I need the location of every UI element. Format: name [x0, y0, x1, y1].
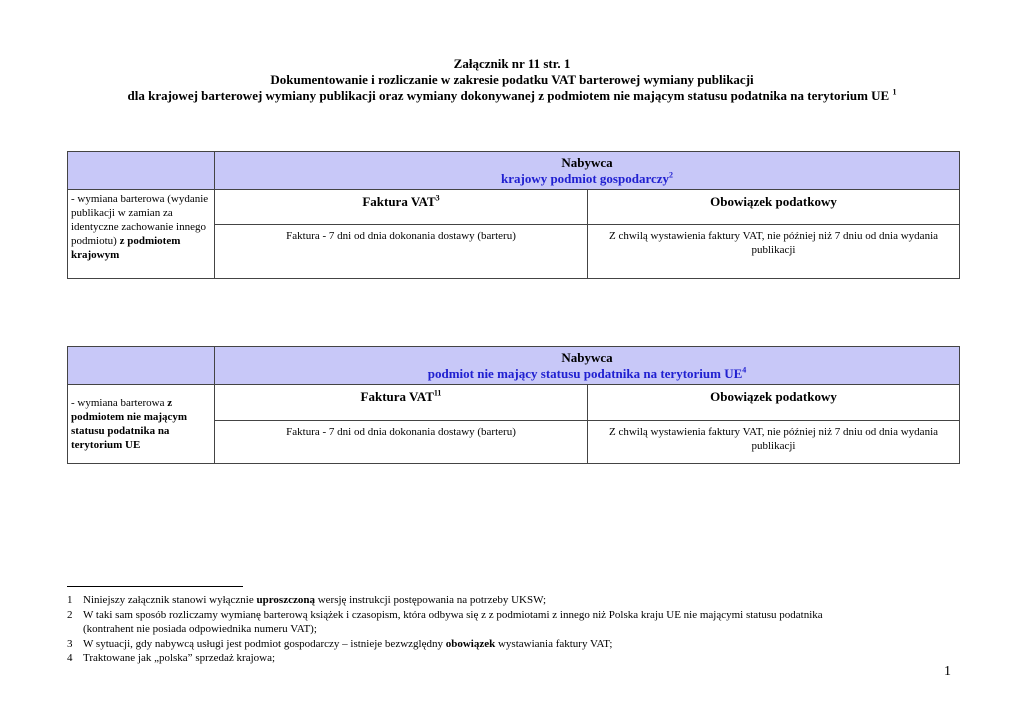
cell-invoice: Faktura - 7 dni od dnia dokonania dostawy (barteru)	[215, 421, 588, 464]
table-domestic	[67, 151, 960, 279]
footnote-ref: 2	[669, 170, 674, 180]
document-title	[0, 56, 1024, 104]
buyer-header	[215, 347, 960, 385]
buyer-type: podmiot nie mający statusu podatnika na terytorium $UE^4$	[427, 365, 747, 381]
footnote-separator	[67, 586, 243, 587]
footnotes	[67, 593, 967, 666]
col-header-invoice: Faktura VAT$^{11}$	[215, 385, 588, 421]
footnote-4: 4 Traktowane jak „polska” sprzedaż krajowa;	[67, 652, 276, 665]
table-non-taxpayer	[67, 346, 960, 464]
title-line-3: dla krajowej barterowej wymiany publikacji oraz wymiany dokonywanej z podmiotem nie mającym statusu podatnika na terytorium UE $^1$	[127, 87, 897, 103]
buyer-header	[215, 152, 960, 190]
buyer-type: krajowy podmiot gospodarczy$^2$	[500, 170, 674, 186]
buyer-label: Nabywca	[561, 350, 613, 365]
title-line-2: Dokumentowanie i rozliczanie w zakresie podatku VAT barterowej wymiany publikacji	[270, 72, 754, 87]
col-header-invoice: Faktura VAT$^3$	[215, 190, 588, 225]
cell-tax-obligation: Z chwilą wystawienia faktury VAT, nie później niż 7 dniu od dnia wydania publikacji	[588, 225, 960, 279]
cell-tax-obligation: Z chwilą wystawienia faktury VAT, nie później niż 7 dniu od dnia wydania publikacji	[588, 421, 960, 464]
table-corner-cell	[68, 152, 215, 190]
col-header-tax-obligation: Obowiązek podatkowy	[588, 385, 960, 421]
page-number: 1	[944, 664, 951, 679]
col-header-tax-obligation: Obowiązek podatkowy	[588, 190, 960, 225]
footnote-ref: 4	[742, 365, 747, 375]
buyer-label: Nabywca	[561, 155, 613, 170]
footnote-2: 2 W taki sam sposób rozliczamy wymianę barterową książek i czasopism, która odbywa się z z podmiotami z innego niż Polska kraju UE nie mającymi statusu podatnika (kontrahent nie posiada odpowiednika numeru VAT);	[67, 608, 823, 636]
footnote-1: 1 Niniejszy załącznik stanowi wyłącznie uproszczoną wersję instrukcji postępowania na potrzeby UKSW;	[67, 594, 547, 606]
row-label: - wymiana barterowa z podmiotem nie mającym statusu podatnika na terytorium UE	[68, 385, 215, 464]
footnote-3: 3 W sytuacji, gdy nabywcą usługi jest podmiot gospodarczy – istnieje bezwzględny obowiązek wystawiania faktury VAT;	[67, 637, 613, 650]
cell-invoice: Faktura - 7 dni od dnia dokonania dostawy (barteru)	[215, 225, 588, 279]
table-corner-cell	[68, 347, 215, 385]
footnote-ref: 1	[892, 87, 897, 97]
row-label: - wymiana barterowa (wydanie publikacji w zamian za identyczne zachowanie innego podmiotu) z podmiotem krajowym	[68, 190, 215, 279]
footnote-ref: 3	[435, 193, 440, 203]
title-line-1: Załącznik nr 11 str. 1	[453, 56, 571, 71]
footnote-ref: 11	[433, 388, 442, 398]
